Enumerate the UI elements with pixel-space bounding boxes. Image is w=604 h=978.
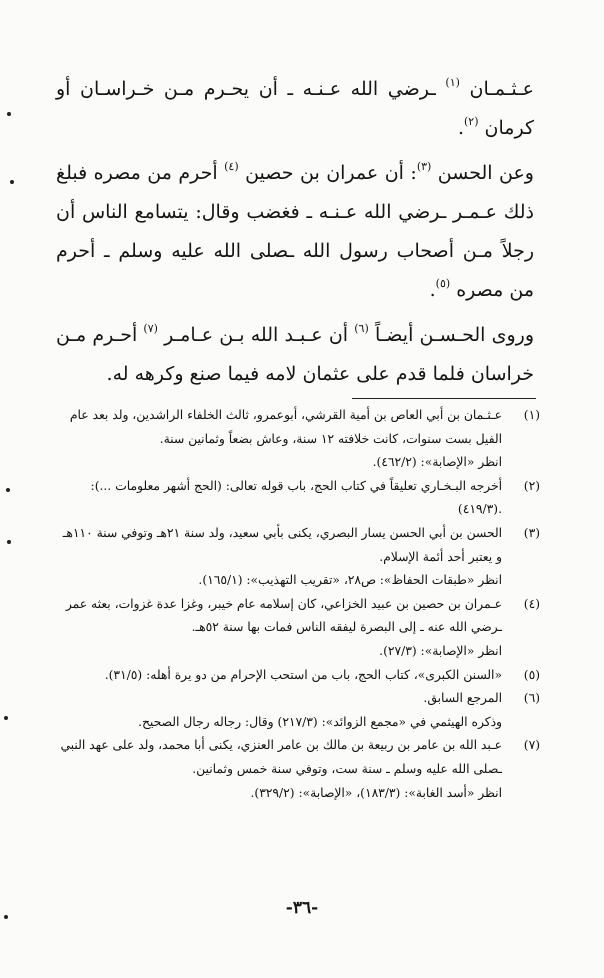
paragraph — [56, 70, 534, 148]
paragraph-text: . — [429, 279, 436, 301]
footnote-number: (٤) — [523, 596, 540, 611]
footnote-line: المرجع السابق. — [423, 691, 502, 706]
paragraph-text: . — [457, 117, 464, 139]
footnote-number: (٥) — [523, 667, 540, 682]
paragraph-text: عـثـمـان — [459, 78, 534, 100]
paragraph-text: : أن عمران بن حصين — [238, 162, 417, 184]
paragraph-text: ـرضي الله عـنـه ـ أن يحـرم مـن خـراسـان أو كرمان — [56, 78, 534, 139]
scan-speck — [6, 488, 10, 492]
paragraph-text: وروى الحـسـن أيضـاً — [368, 324, 534, 346]
footnote-number: (٦) — [523, 691, 540, 706]
footnote-line: عـبد الله بن عامر بن ربيعة بن مالك بن عامر العنزي، يكنى أبا محمد، ولد على عهد النبي — [60, 738, 502, 753]
footnote-marker: (٤) — [224, 160, 239, 173]
footnote-line: أخرجه البـخـاري تعليقاً في كتاب الحج، باب قوله تعالى: (الحج أشهر معلومات ...): — [90, 478, 502, 493]
footnote-line: .(٤١٩/٣) — [457, 502, 502, 517]
footnote-marker: (٥) — [435, 277, 451, 290]
footnote-marker: (٣) — [416, 160, 432, 173]
footnote-line: انظر «الإصابة»: (٤٦٢/٢). — [372, 455, 502, 470]
paragraph — [56, 316, 534, 394]
footnote-line: الحسن بن أبي الحسن يسار البصري، يكنى بأبي سعيد، ولد سنة ٢١هـ وتوفي سنة ١١٠هـ — [62, 525, 502, 540]
paragraph — [56, 154, 534, 310]
scan-speck — [4, 915, 8, 919]
paragraph-text: أحرم من مصره فبلغ ذلك عـمـر ـرضي الله عـنـه ـ فغضب وقال: يتسامع الناس أن رجلاً مـن أصحاب رسول الله ـصلى الله عليه وسلم ـ أحرم من مصره — [56, 162, 534, 301]
footnote-line: الفيل بست سنوات، كانت خلافته ١٢ سنة، وعاش بضعاً وثمانين سنة. — [159, 431, 502, 446]
footnote-number: (١) — [523, 408, 540, 422]
scan-speck — [4, 716, 8, 720]
footnote-line: ـصلى الله عليه وسلم ـ سنة ست، وتوفي سنة خمس وثمانين. — [192, 761, 502, 776]
paragraph-text: وعن الحسن — [431, 162, 534, 184]
page-number: -٣٦- — [285, 898, 319, 918]
footnote-number: (٢) — [523, 478, 540, 493]
scan-speck — [7, 540, 11, 544]
footnote-line: ـرضي الله عنه ـ إلى البصرة ليفقه الناس فمات بها سنة ٥٢هـ. — [191, 620, 502, 635]
footnote-marker: (٦) — [354, 322, 369, 335]
footnote — [56, 522, 540, 593]
footnotes — [56, 404, 540, 805]
scan-speck — [10, 180, 14, 184]
footnote — [56, 687, 540, 734]
footnote-marker: (٧) — [143, 322, 158, 335]
footnote — [56, 734, 540, 805]
footnote-line: و يعتبر أحد أئمة الإسلام. — [379, 549, 502, 564]
footnote — [56, 664, 540, 688]
footnote-line: وذكره الهيثمي في «مجمع الزوائد»: (٢١٧/٣) وقال: رجاله رجال الصحيح. — [138, 714, 502, 729]
footnote-separator — [352, 398, 536, 399]
footnote-line: انظر «طبقات الحفاظ»: ص٢٨، «تقريب التهذيب»: (١٦٥/١). — [198, 573, 502, 588]
footnote-line: «السنن الكبرى»، كتاب الحج، باب من استحب الإحرام من دو يرة أهله: (٣١/٥). — [104, 667, 502, 682]
footnote-line: انظر «الإصابة»: (٢٧/٣). — [379, 643, 502, 658]
footnote-marker: (١) — [445, 76, 460, 89]
footnote — [56, 593, 540, 664]
paragraph-text: أن عـبـد الله بـن عـامـر — [157, 324, 355, 346]
main-text — [56, 70, 534, 400]
footnote-number: (٣) — [523, 525, 540, 540]
paragraph-text: أحـرم مـن خراسان فلما قدم على عثمان لامه فيما صنع وكرهه له. — [56, 324, 534, 385]
footnote — [56, 404, 540, 475]
footnote-line: عـمران بن حصين بن عبيد الخزاعي، كان إسلامه عام خيبر، وغزا عدة غزوات، بعثه عمر — [65, 596, 502, 611]
scan-speck — [7, 112, 11, 116]
footnote-line: انظر «أسد الغابة»: (١٨٣/٣)، «الإصابة»: (٣٢٩/٢). — [250, 785, 502, 800]
footnote-number: (٧) — [523, 738, 540, 753]
footnote-line: عـثـمان بن أبي العاص بن أمية القرشي، أبوعمرو، ثالث الخلفاء الراشدين، ولد بعد عام — [69, 408, 502, 422]
footnote-marker: (٢) — [463, 115, 479, 128]
footnote — [56, 475, 540, 522]
